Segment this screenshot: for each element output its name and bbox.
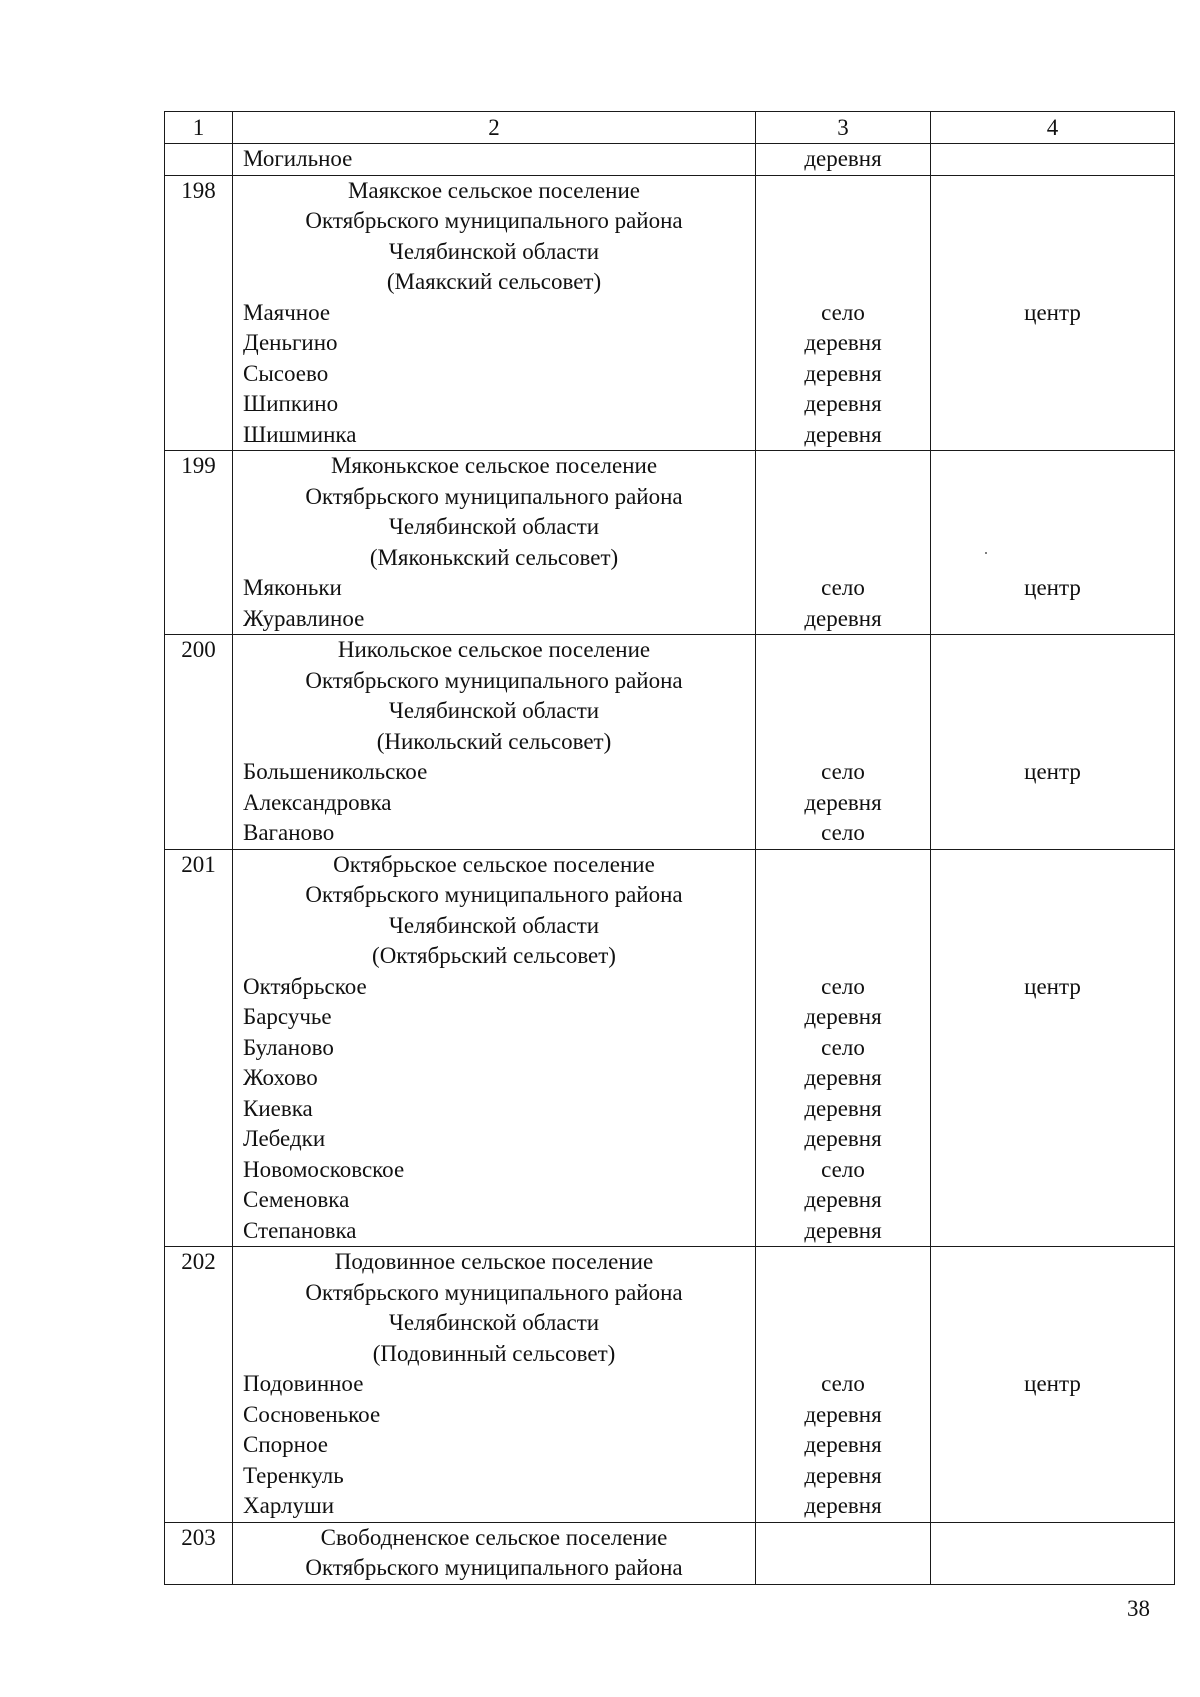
settlement-cell [233, 451, 756, 635]
row-number: 203 [181, 1524, 216, 1550]
type-cell [756, 1522, 931, 1584]
settlement-cell [233, 849, 756, 1247]
settlement-title-line: Октябрьского муниципального района [305, 1279, 683, 1305]
settlement-title-line: (Никольский сельсовет) [376, 728, 612, 754]
place-name: Буланово [243, 1034, 334, 1060]
spacer [756, 1247, 930, 1278]
settlement-title-line: Октябрьского муниципального района [305, 1555, 683, 1580]
place-name: Лебедки [243, 1126, 326, 1151]
place-type: село [821, 575, 865, 600]
place-status [931, 420, 1174, 451]
type-cell [756, 635, 931, 850]
settlement-title-line: Октябрьского муниципального района [305, 483, 683, 509]
settlement-title-line: Челябинской области [388, 698, 600, 723]
settlement-title-line: Октябрьского муниципального района [305, 882, 683, 907]
place-name: Сосновенькое [243, 1401, 381, 1427]
place-status [931, 359, 1174, 390]
status-cell [931, 451, 1175, 635]
place-status [931, 788, 1174, 819]
place-status [931, 328, 1174, 359]
spacer [931, 727, 1174, 758]
place-status [931, 1033, 1174, 1064]
place-status: центр [1024, 299, 1081, 325]
spacer [756, 237, 930, 268]
place-type: село [821, 1371, 865, 1396]
place-name: Журавлиное [243, 605, 365, 631]
header-cell-1 [165, 112, 233, 144]
place-type: деревня [804, 1217, 882, 1243]
place-status [931, 1094, 1174, 1125]
header-cell-4 [931, 112, 1175, 144]
spacer [931, 451, 1174, 482]
status-cell [931, 635, 1175, 850]
place-name: Киевка [243, 1095, 313, 1121]
settlement-title-line: Маякское сельское поселение [347, 177, 640, 203]
place-name: Спорное [243, 1432, 328, 1457]
spacer [931, 1339, 1174, 1370]
number-cell [165, 635, 233, 850]
place-type: деревня [804, 421, 882, 447]
place-type: село [821, 1034, 865, 1060]
spacer [756, 941, 930, 972]
place-status: центр [1024, 759, 1081, 784]
place-type: село [821, 299, 865, 325]
settlement-title-line: Октябрьское сельское поселение [333, 851, 655, 877]
settlement-title-line: (Маякский сельсовет) [386, 269, 602, 294]
settlements-table [164, 111, 1175, 1585]
spacer [756, 696, 930, 727]
place-name: Александровка [243, 789, 392, 815]
settlement-title-line: (Подовинный сельсовет) [372, 1340, 616, 1366]
spacer [756, 543, 930, 574]
place-type: деревня [804, 789, 882, 815]
spacer [756, 1278, 930, 1309]
place-type: деревня [804, 1004, 882, 1029]
spacer [931, 635, 1174, 666]
place-type: деревня [804, 146, 882, 171]
place-name: Харлуши [243, 1493, 335, 1518]
spacer [756, 512, 930, 543]
settlement-group-row [165, 849, 1175, 1247]
header-label: 2 [488, 115, 500, 140]
place-name: Шипкино [243, 391, 339, 416]
place-type: деревня [804, 391, 882, 416]
settlements-table-body [165, 112, 1175, 1585]
spacer [756, 727, 930, 758]
spacer [756, 206, 930, 237]
row-number: 201 [181, 851, 216, 877]
spacer [756, 482, 930, 513]
place-type: село [821, 759, 865, 784]
settlement-title-line: Октябрьского муниципального района [305, 667, 683, 693]
place-type: деревня [804, 1462, 882, 1488]
place-name: Жохово [243, 1065, 318, 1090]
row-number: 200 [181, 637, 216, 662]
place-status [931, 1155, 1174, 1186]
status-cell [931, 1247, 1175, 1523]
header-label: 3 [837, 115, 849, 140]
spacer [756, 176, 930, 207]
status-cell [931, 144, 1175, 176]
place-name: Новомосковское [243, 1156, 405, 1182]
settlement-group-row [165, 635, 1175, 850]
place-name: Мяконьки [243, 575, 342, 600]
status-cell [931, 175, 1175, 451]
place-type: село [821, 1156, 865, 1182]
spacer [931, 1553, 1174, 1584]
place-status [931, 1216, 1174, 1247]
spacer [756, 267, 930, 298]
place-status [931, 1124, 1174, 1155]
place-status [931, 1400, 1174, 1431]
header-label: 4 [1046, 115, 1059, 140]
type-cell [756, 175, 931, 451]
place-name: Степановка [243, 1217, 357, 1243]
status-cell [931, 1522, 1175, 1584]
settlement-title-line: Никольское сельское поселение [337, 637, 651, 662]
scan-speck [985, 552, 987, 554]
place-type: село [821, 973, 865, 999]
place-name: Семеновка [243, 1187, 350, 1212]
settlement-cell [233, 175, 756, 451]
place-status [931, 389, 1174, 420]
settlement-title-line: Октябрьского муниципального района [305, 208, 683, 233]
spacer [931, 911, 1174, 942]
place-type: деревня [804, 360, 882, 386]
spacer [931, 850, 1174, 881]
spacer [931, 512, 1174, 543]
settlement-title-line: (Октябрьский сельсовет) [372, 943, 616, 968]
place-status: центр [1024, 575, 1081, 600]
settlement-title-line: Свободненское сельское поселение [320, 1524, 668, 1550]
type-cell [756, 144, 931, 176]
place-type: деревня [804, 330, 882, 355]
settlement-title-line: Мяконькское сельское поселение [330, 453, 658, 478]
place-type: деревня [804, 1065, 882, 1090]
place-type: деревня [804, 1493, 882, 1518]
page-number: 38 [1127, 1596, 1150, 1621]
spacer [756, 1523, 930, 1554]
number-cell [165, 1247, 233, 1523]
place-status: центр [1024, 973, 1081, 999]
spacer [931, 543, 1174, 574]
place-status [931, 1063, 1174, 1094]
settlement-group-row [165, 451, 1175, 635]
place-name: Могильное [243, 146, 353, 171]
header-cell-3 [756, 112, 931, 144]
place-name: Маячное [243, 299, 331, 325]
place-type: деревня [804, 1126, 882, 1151]
place-name: Деньгино [243, 330, 338, 355]
place-status [931, 1461, 1174, 1492]
spacer [931, 1523, 1174, 1554]
spacer [931, 176, 1174, 207]
settlement-group-row [165, 1247, 1175, 1523]
place-name: Шишминка [243, 421, 357, 447]
spacer [931, 237, 1174, 268]
place-status [931, 144, 1174, 175]
spacer [756, 451, 930, 482]
place-type: деревня [804, 1401, 882, 1427]
spacer [756, 850, 930, 881]
settlement-title-line: Подовинное сельское поселение [334, 1249, 654, 1274]
spacer [931, 880, 1174, 911]
spacer [931, 941, 1174, 972]
spacer [931, 696, 1174, 727]
settlement-title-line: Челябинской области [388, 912, 600, 938]
continuation-row [165, 144, 1175, 176]
settlement-group-row [165, 1522, 1175, 1584]
place-status [931, 818, 1174, 849]
place-name: Сысоево [243, 360, 329, 386]
settlement-cell [233, 635, 756, 850]
place-type: деревня [804, 1095, 882, 1121]
type-cell [756, 849, 931, 1247]
settlement-cell [233, 144, 756, 176]
row-number: 199 [181, 453, 216, 478]
spacer [931, 267, 1174, 298]
number-cell [165, 175, 233, 451]
place-status [931, 1491, 1174, 1522]
row-number: 198 [181, 177, 216, 203]
row-number: 202 [181, 1249, 216, 1274]
number-cell [165, 1522, 233, 1584]
spacer [756, 1339, 930, 1370]
number-cell [165, 451, 233, 635]
settlement-cell [233, 1247, 756, 1523]
settlement-title-line: (Мяконькский сельсовет) [369, 544, 619, 570]
header-label: 1 [192, 115, 205, 140]
type-cell [756, 451, 931, 635]
spacer [756, 1553, 930, 1584]
place-type: деревня [804, 605, 882, 631]
spacer [931, 482, 1174, 513]
place-status [931, 1002, 1174, 1033]
number-cell [165, 849, 233, 1247]
place-type: село [821, 820, 865, 845]
place-name: Подовинное [243, 1371, 364, 1396]
spacer [756, 911, 930, 942]
place-type: деревня [804, 1187, 882, 1212]
spacer [756, 880, 930, 911]
settlement-group-row [165, 175, 1175, 451]
header-row [165, 112, 1175, 144]
place-name: Барсучье [243, 1004, 332, 1029]
settlement-title-line: Челябинской области [388, 1310, 600, 1335]
spacer [931, 1247, 1174, 1278]
status-cell [931, 849, 1175, 1247]
spacer [756, 666, 930, 697]
place-name: Ваганово [243, 820, 335, 845]
place-name: Большеникольское [243, 759, 428, 784]
number-cell [165, 144, 233, 176]
place-status: центр [1024, 1371, 1081, 1396]
settlement-title-line: Челябинской области [388, 238, 600, 264]
header-cell-2 [233, 112, 756, 144]
place-type: деревня [804, 1432, 882, 1457]
place-status [931, 604, 1174, 635]
settlement-cell [233, 1522, 756, 1584]
place-name: Октябрьское [243, 973, 367, 999]
spacer [756, 635, 930, 666]
place-status [931, 1185, 1174, 1216]
spacer [931, 1308, 1174, 1339]
spacer [931, 1278, 1174, 1309]
type-cell [756, 1247, 931, 1523]
spacer [931, 206, 1174, 237]
spacer [931, 666, 1174, 697]
place-status [931, 1430, 1174, 1461]
place-name: Теренкуль [243, 1462, 344, 1488]
settlement-title-line: Челябинской области [388, 514, 600, 539]
spacer [756, 1308, 930, 1339]
